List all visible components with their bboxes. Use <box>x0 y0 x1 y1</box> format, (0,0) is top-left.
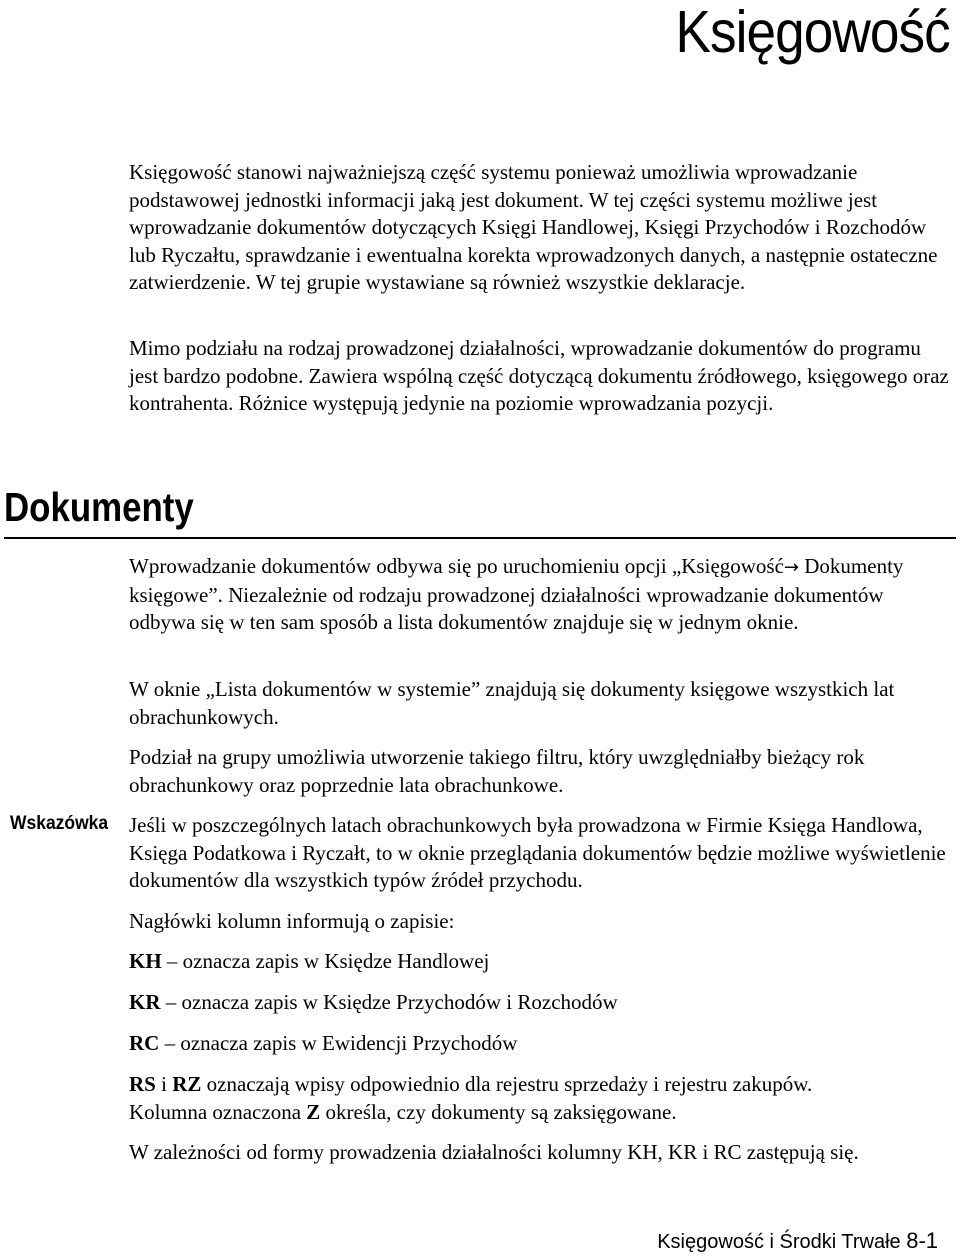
rc-code: RC <box>129 1031 160 1055</box>
kr-text: – oznacza zapis w Księdze Przychodów i Rozchodów <box>160 990 618 1014</box>
kr-description <box>129 989 955 1017</box>
rz-code: RZ <box>172 1072 202 1096</box>
z-after: określa, czy dokumenty są zaksięgowane. <box>320 1099 677 1124</box>
rs-rz-description <box>129 1071 955 1126</box>
menu-path-start: Wprowadzanie dokumentów odbywa się po uruchomieniu opcji „Księgowość <box>129 554 784 578</box>
z-before: Kolumna oznaczona <box>129 1099 307 1124</box>
headers-intro: Nagłówki kolumn informują o zapisie: <box>129 909 455 933</box>
kh-code: KH <box>129 949 162 973</box>
kr-code: KR <box>129 990 161 1014</box>
section-paragraph-1 <box>129 553 955 637</box>
section-paragraph-3: Podział na grupy umożliwia utworzenie takiego filtru, który uwzględniałby bieżący rok obrachunkowy oraz poprzednie lata obrachunkowe. <box>129 745 865 797</box>
rs-rz-text: oznaczają wpisy odpowiednio dla rejestru sprzedaży i rejestru zakupów. <box>201 1072 813 1096</box>
chapter-title: Księgowość <box>675 0 950 65</box>
rs-code: RS <box>129 1072 156 1096</box>
page-footer <box>657 1228 938 1254</box>
kh-description <box>129 948 955 976</box>
menu-path-end: Dokumenty księgowe”. Niezależnie od rodzaju prowadzonej działalności wprowadzanie dokumentów odbywa się w ten sam sposób a lista dokumentów znajduje się w jednym oknie. <box>129 554 904 634</box>
section-divider <box>4 537 956 539</box>
intro-paragraph-1: Księgowość stanowi najważniejszą część systemu ponieważ umożliwia wprowadzanie podstawowej jednostki informacji jaką jest dokument. W tej części systemu możliwe jest wprowadzanie dokumentów dotyczących Księgi Handlowej, Księgi Przychodów i Rozchodów lub Ryczałtu, sprawdzanie i ewentualna korekta wprowadzonych danych, a następnie ostateczne zatwierdzenie. W tej grupie wystawiane są również wszystkie deklaracje. <box>129 160 938 294</box>
kh-text: – oznacza zapis w Księdze Handlowej <box>161 949 490 973</box>
rc-text: – oznacza zapis w Ewidencji Przychodów <box>159 1031 518 1055</box>
section-heading: Dokumenty <box>4 484 194 530</box>
closing-paragraph: W zależności od formy prowadzenia działalności kolumny KH, KR i RC zastępują się. <box>129 1140 859 1164</box>
section-paragraph-2: W oknie „Lista dokumentów w systemie” znajdują się dokumenty księgowe wszystkich lat obrachunkowych. <box>129 677 895 729</box>
right-arrow-icon: → <box>783 557 800 578</box>
rs-and: i <box>155 1072 173 1096</box>
tip-label: Wskazówka <box>10 813 109 834</box>
tip-text: Jeśli w poszczególnych latach obrachunkowych była prowadzona w Firmie Księga Handlowa, Księga Podatkowa i Ryczałt, to w oknie przeglądania dokumentów będzie możliwe wyświetlenie dokumentów dla wszystkich typów źródeł przychodu. <box>129 813 946 892</box>
intro-paragraph-2: Mimo podziału na rodzaj prowadzonej działalności, wprowadzanie dokumentów do programu jest bardzo podobne. Zawiera wspólną część dotyczącą dokumentu źródłowego, księgowego oraz kontrahenta. Różnice występują jedynie na poziomie wprowadzania pozycji. <box>129 336 949 415</box>
footer-label: Księgowość i Środki Trwałe <box>657 1231 907 1253</box>
page-number: 8-1 <box>906 1228 938 1253</box>
z-code: Z <box>306 1099 321 1124</box>
rc-description <box>129 1030 955 1058</box>
